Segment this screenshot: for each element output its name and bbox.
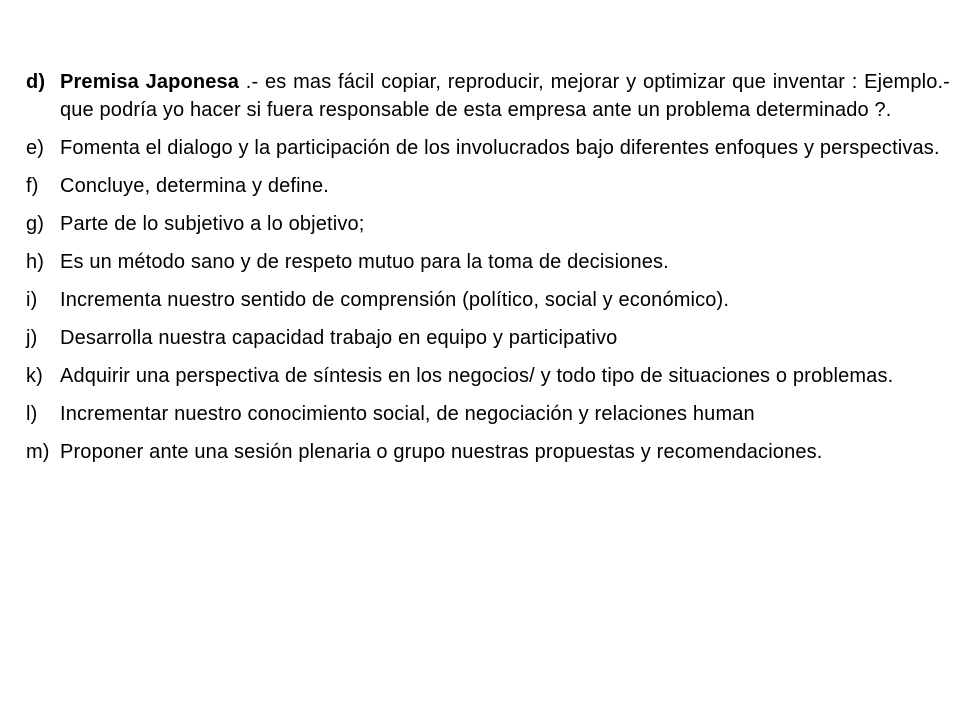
list-item-i — [26, 286, 950, 314]
slide-content — [26, 68, 950, 476]
list-item-text: Concluye, determina y define. — [60, 175, 329, 197]
list-marker: l) — [26, 403, 38, 425]
list-item-g — [26, 210, 950, 238]
list-item-d — [26, 68, 950, 124]
list-item-f — [26, 172, 950, 200]
list-item-text: Incrementa nuestro sentido de comprensión (político, social y económico). — [60, 289, 730, 311]
list-item-text: Adquirir una perspectiva de síntesis en los negocios/ y todo tipo de situaciones o problemas. — [60, 365, 894, 387]
list-item-h — [26, 248, 950, 276]
list-item-text: Fomenta el dialogo y la participación de los involucrados bajo diferentes enfoques y perspectivas. — [60, 137, 940, 159]
list-marker: d) — [26, 71, 46, 93]
list-item-l — [26, 400, 950, 428]
list-item-text: Proponer ante una sesión plenaria o grupo nuestras propuestas y recomendaciones. — [60, 441, 823, 463]
list-item-text: Parte de lo subjetivo a lo objetivo; — [60, 213, 365, 235]
list-marker: f) — [26, 175, 39, 197]
premise-heading: Premisa Japonesa — [60, 71, 240, 93]
list-item-e — [26, 134, 950, 162]
list-marker: j) — [26, 327, 38, 349]
list-marker: h) — [26, 251, 45, 273]
premise-description: .- es mas fácil copiar, reproducir, mejorar y optimizar que inventar : Ejemplo.- que podría yo hacer si fuera responsable de esta empresa ante un problema determinado ?. — [60, 71, 950, 121]
list-marker: m) — [26, 441, 50, 463]
list-marker: k) — [26, 365, 43, 387]
list-item-m — [26, 438, 950, 466]
list-item-text: Desarrolla nuestra capacidad trabajo en equipo y participativo — [60, 327, 618, 349]
list-marker: i) — [26, 289, 38, 311]
list-item-text — [60, 68, 950, 124]
list-item-j — [26, 324, 950, 352]
list-item-k — [26, 362, 950, 390]
list-marker: e) — [26, 137, 45, 159]
list-marker: g) — [26, 213, 45, 235]
list-item-text: Incrementar nuestro conocimiento social, de negociación y relaciones human — [60, 403, 755, 425]
list-item-text: Es un método sano y de respeto mutuo para la toma de decisiones. — [60, 251, 669, 273]
